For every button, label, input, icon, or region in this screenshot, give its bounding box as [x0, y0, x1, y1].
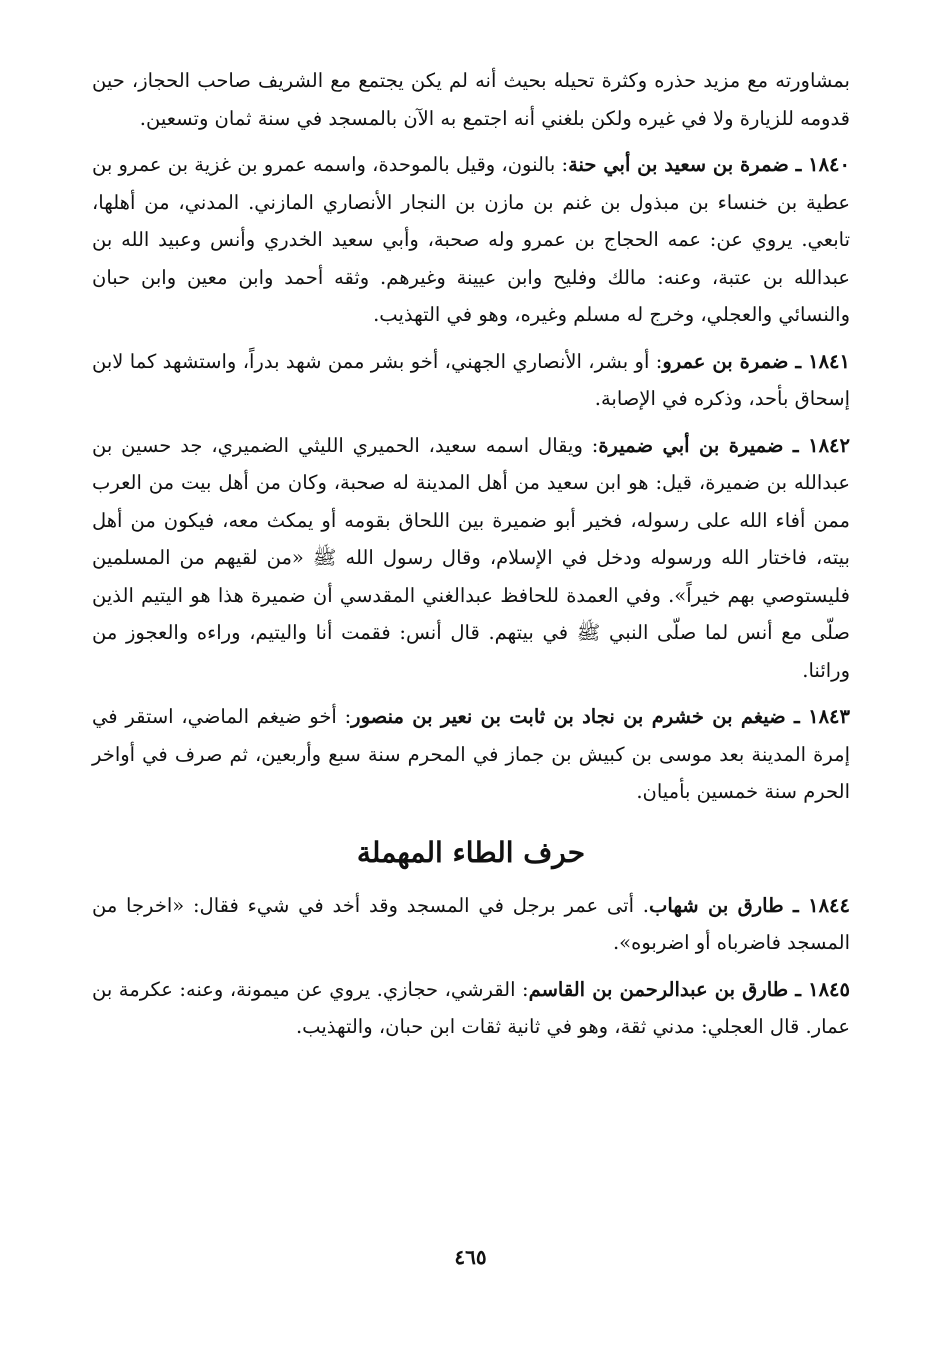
entry-text: : بالنون، وقيل بالموحدة، واسمه عمرو بن غزية بن عمرو بن عطية بن خنساء بن مبذول بن غنم بن مازن بن النجار الأنصاري المازني. المدني، من أهلها، تابعي. يروي عن: عمه الحجاج بن عمرو وله صحبة، وأبي سعيد الخدري وأنس وعبيد الله بن عبدالله بن عتبة، وعنه: مالك وفليح وابن عيينة وغيرهم. وثقه أحمد وابن معين وابن حبان والنسائي والعجلي، وخرج له مسلم وغيره، وهو في التهذيب. [92, 153, 850, 326]
entry-heading: ١٨٤٥ ـ طارق بن عبدالرحمن بن القاسم [528, 977, 851, 1001]
entry-heading: ١٨٤١ ـ ضمرة بن عمرو [662, 349, 851, 373]
entry-text: : أخو ضيغم الماضي، استقر في إمرة المدينة بعد موسى بن كبيش بن جماز في المحرم سنة سبع وأربعين، ثم صرف في أواخر الحرم سنة خمسين بأميان. [92, 705, 850, 803]
entry-text: : أو بشر، الأنصاري الجهني، أخو بشر ممن شهد بدراً، واستشهد كما لابن إسحاق بأحد، وذكره في الإصابة. [92, 349, 850, 410]
entry-1842 [92, 427, 850, 690]
entry-heading: ١٨٤٤ ـ طارق بن شهاب [649, 893, 850, 917]
entry-1843 [92, 698, 850, 811]
entry-heading: ١٨٤٢ ـ ضميرة بن أبي ضميرة [598, 433, 850, 457]
continuation-paragraph [92, 62, 850, 137]
paragraph-text: بمشاورته مع مزيد حذره وكثرة تحيله بحيث أنه لم يكن يجتمع مع الشريف صاحب الحجاز، حين قدومه للزيارة ولا في غيره ولكن بلغني أنه اجتمع به الآن بالمسجد في سنة ثمان وتسعين. [92, 69, 850, 130]
entry-heading: ١٨٤٣ ـ ضيغم بن خشرم بن نجاد بن ثابت بن نعير بن منصور [351, 705, 851, 728]
entry-text: : القرشي، حجازي. يروي عن ميمونة، وعنه: عكرمة بن عمار. قال العجلي: مدني ثقة، وهو في ثانية ثقات ابن حبان، والتهذيب. [92, 977, 850, 1038]
entry-1841 [92, 343, 850, 418]
entry-1840 [92, 146, 850, 334]
page-body [92, 62, 850, 1046]
entry-text: . أتى عمر برجل في المسجد وقد أخد في شيء فقال: «اخرجا من المسجد فاضرباه أو اضربوه». [92, 893, 850, 954]
section-heading: حرف الطاء المهملة [356, 835, 586, 869]
entry-heading: ١٨٤٠ ـ ضمرة بن سعيد بن أبي حنة [568, 153, 850, 176]
entry-text: : ويقال اسمه سعيد، الحميري الليثي الضميري، جد حسين بن عبدالله بن ضميرة، قيل: هو ابن سعيد من أهل المدينة له صحبة، وكان من أهل بيت من العرب ممن أفاء الله على رسوله، فخير أبو ضميرة بين اللحاق بقومه أو يمكث معه، فيكون من أهل بيته، فاختار الله ورسوله ودخل في الإسلام، وقال رسول الله ﷺ «من لقيهم من المسلمين فليستوصي بهم خيراً». وفي العمدة للحافظ عبدالغني المقدسي أن ضميرة هذا هو اليتيم الذين صلّى مع أنس لما صلّى النبي ﷺ في بيتهم. قال أنس: فقمت أنا واليتيم، وراءه والعجوز من ورائنا. [92, 433, 850, 682]
page-number: ٤٦٥ [454, 1245, 487, 1269]
entry-1844 [92, 887, 850, 962]
entry-1845 [92, 971, 850, 1046]
